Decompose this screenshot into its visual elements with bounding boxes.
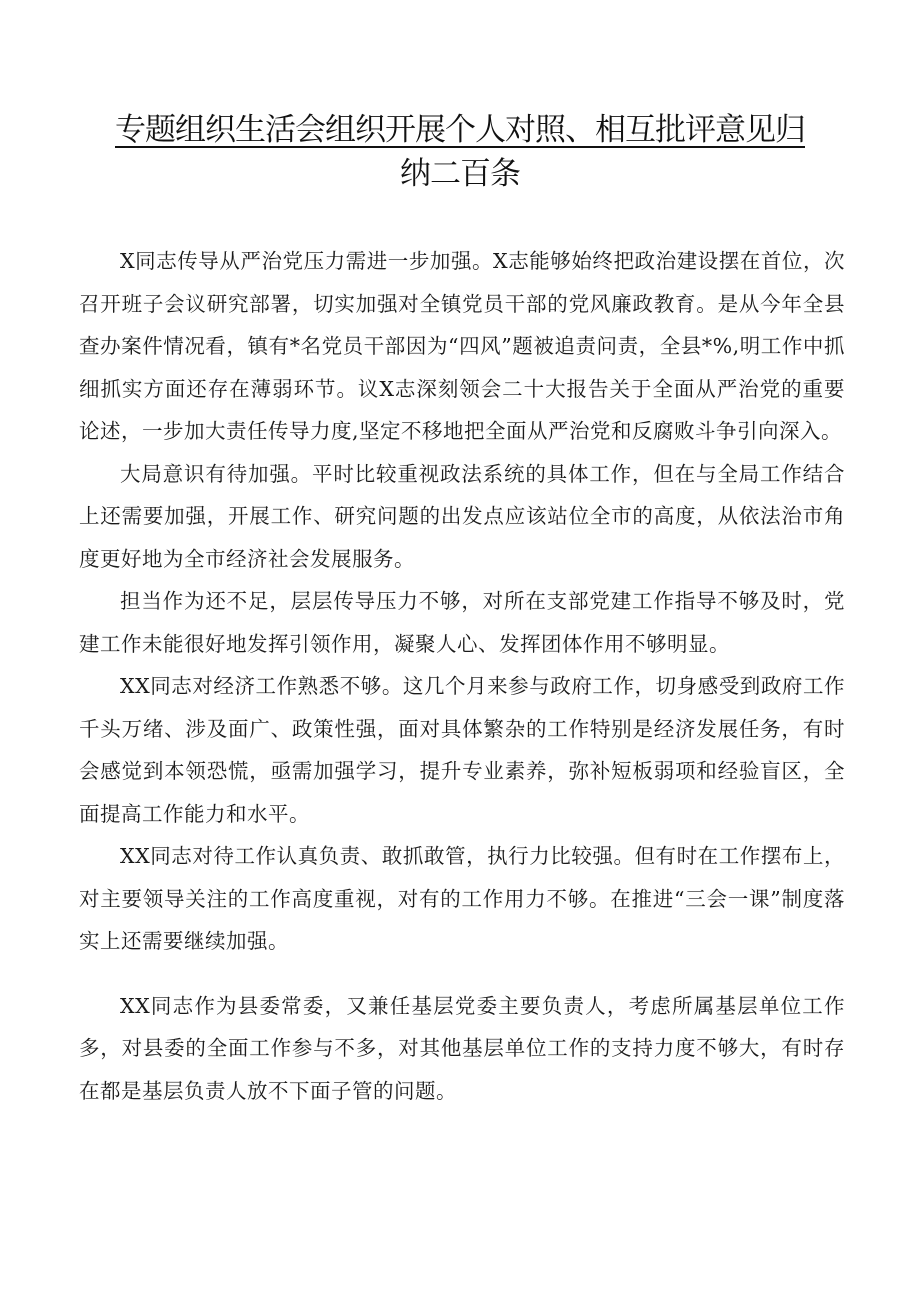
paragraph: 大局意识有待加强。平时比较重视政法系统的具体工作，但在与全局工作结合上还需要加强，开展工作、研究问题的出发点应该站位全市的高度，从依法治市角度更好地为全市经济社会发展服务。 <box>79 461 845 571</box>
title-line-2: 纳二百条 <box>400 156 520 192</box>
title-line-1: 专题组织生活会组织开展个人对照、相互批评意见归 <box>115 112 805 148</box>
paragraph: XX同志作为县委常委，又兼任基层党委主要负责人，考虑所属基层单位工作多，对县委的全面工作参与不多，对其他基层单位工作的支持力度不够大，有时存在都是基层负责人放不下面子管的问题。 <box>79 993 845 1103</box>
paragraph: 担当作为还不足，层层传导压力不够，对所在支部党建工作指导不够及时，党建工作未能很好地发挥引领作用，凝聚人心、发挥团体作用不够明显。 <box>79 589 845 656</box>
paragraph: XX同志对待工作认真负责、敢抓敢管，执行力比较强。但有时在工作摆布上，对主要领导关注的工作高度重视，对有的工作用力不够。在推进“三会一课”制度落实上还需要继续加强。 <box>79 844 845 953</box>
document-title <box>80 108 840 196</box>
paragraph: XX同志对经济工作熟悉不够。这几个月来参与政府工作，切身感受到政府工作千头万绪、涉及面广、政策性强，面对具体繁杂的工作特别是经济发展任务，有时会感觉到本领恐慌，亟需加强学习，提升专业素养，弥补短板弱项和经验盲区，全面提高工作能力和水平。 <box>79 674 845 826</box>
document-body <box>79 240 845 1112</box>
paragraph: X同志传导从严治党压力需进一步加强。X志能够始终把政治建设摆在首位，次召开班子会议研究部署，切实加强对全镇党员干部的党风廉政教育。是从今年全县查办案件情况看，镇有*名党员干部因为“四风”题被追责问责，全县*%,明工作中抓细抓实方面还存在薄弱环节。议X志深刻领会二十大报告关于全面从严治党的重要论述，一步加大责任传导力度,坚定不移地把全面从严治党和反腐败斗争引向深入。 <box>79 249 845 443</box>
